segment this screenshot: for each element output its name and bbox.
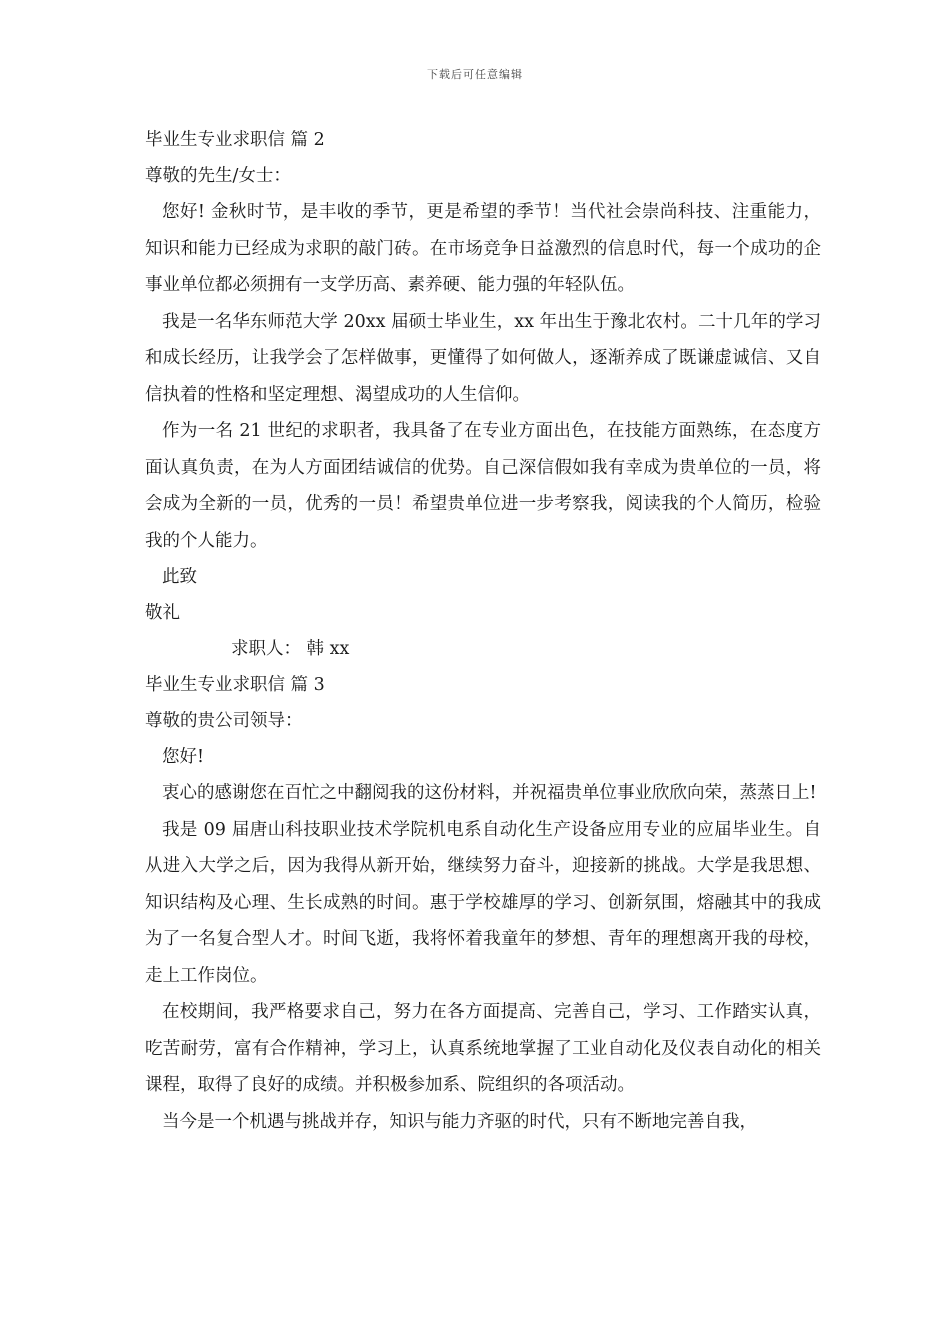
letter2-title: 毕业生专业求职信 篇 2 (145, 130, 325, 150)
letter3-paragraph-4: 当今是一个机遇与挑战并存，知识与能力齐驱的时代，只有不断地完善自我， (162, 1111, 757, 1132)
letter2-paragraph-1: 您好! 金秋时节，是丰收的季节，更是希望的季节！当代社会崇尚科技、注重能力，知识和能力已经成为求职的敲门砖。在市场竞争日益激烈的信息时代，每一个成功的企事业单位都必须拥有一支学历高、素养硬、能力强的年轻队伍。 (145, 202, 821, 295)
letter2-paragraph-3: 作为一名 21 世纪的求职者，我具备了在专业方面出色，在技能方面熟练，在态度方面认真负责，在为人方面团结诚信的优势。自己深信假如我有幸成为贵单位的一员，将会成为全新的一员，优秀的一员！希望贵单位进一步考察我，阅读我的个人简历，检验我的个人能力。 (145, 421, 821, 551)
header-note: 下载后可任意编辑 (427, 68, 523, 81)
letter3-title: 毕业生专业求职信 篇 3 (145, 675, 325, 695)
letter2-closing-2: 敬礼 (145, 603, 180, 623)
letter3-salutation: 尊敬的贵公司领导： (145, 711, 303, 731)
document-body (145, 122, 821, 1140)
letter2-paragraph-2: 我是一名华东师范大学 20xx 届硕士毕业生，xx 年出生于豫北农村。二十几年的学习和成长经历，让我学会了怎样做事，更懂得了如何做人，逐渐养成了既谦虚诚信、又自信执着的性格和坚定理想、渴望成功的人生信仰。 (145, 311, 821, 405)
letter3-greeting: 您好! (162, 747, 205, 767)
letter3-paragraph-3: 在校期间，我严格要求自己，努力在各方面提高、完善自己，学习、工作踏实认真，吃苦耐劳，富有合作精神，学习上，认真系统地掌握了工业自动化及仪表自动化的相关课程，取得了良好的成绩。并积极参加系、院组织的各项活动。 (145, 1002, 821, 1095)
letter3-paragraph-2: 我是 09 届唐山科技职业技术学院机电系自动化生产设备应用专业的应届毕业生。自从进入大学之后，因为我得从新开始，继续努力奋斗，迎接新的挑战。大学是我思想、知识结构及心理、生长成熟的时间。惠于学校雄厚的学习、创新氛围，熔融其中的我成为了一名复合型人才。时间飞逝，我将怀着我童年的梦想、青年的理想离开我的母校，走上工作岗位。 (145, 819, 821, 986)
letter2-signature: 求职人： 韩 xx (231, 639, 350, 659)
letter3-paragraph-1: 衷心的感谢您在百忙之中翻阅我的这份材料，并祝福贵单位事业欣欣向荣，蒸蒸日上! (162, 783, 817, 803)
letter2-salutation: 尊敬的先生/女士： (145, 166, 291, 186)
letter2-closing-1: 此致 (162, 567, 197, 587)
